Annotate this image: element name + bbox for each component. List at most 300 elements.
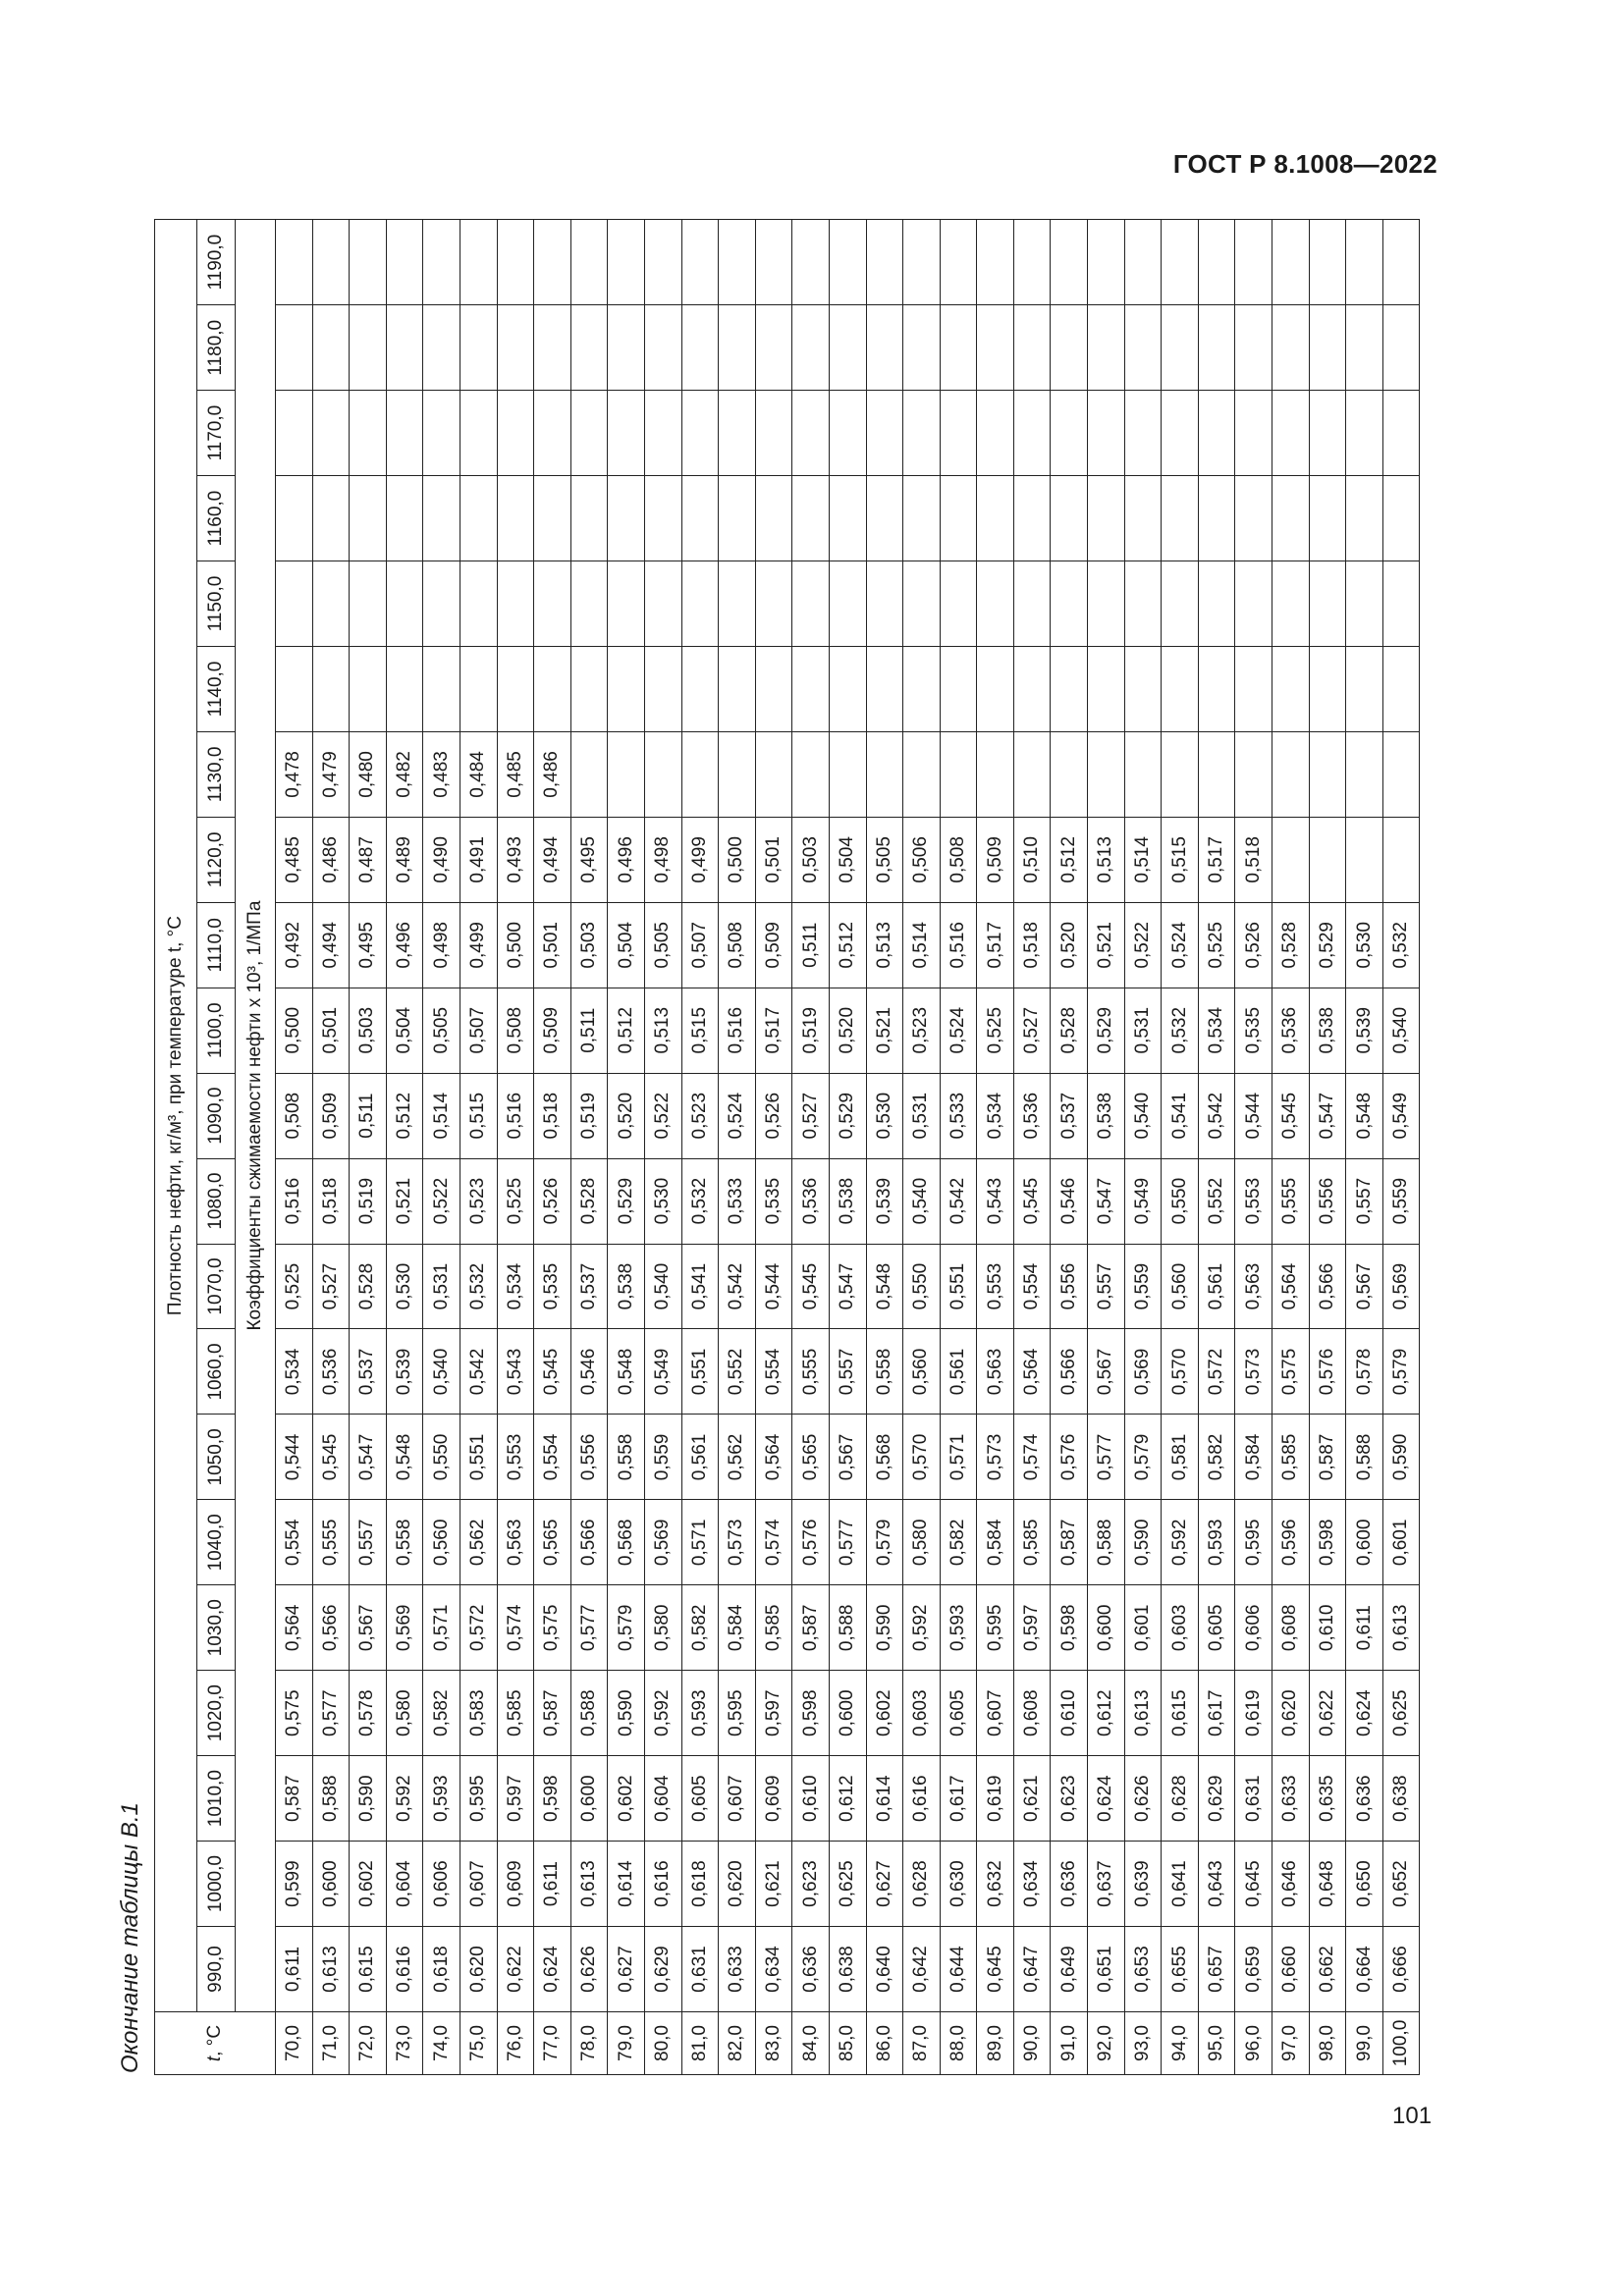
density-column-header: 1040,0	[197, 1500, 236, 1585]
coefficient-cell	[570, 561, 608, 647]
coefficient-cell	[1124, 305, 1162, 391]
table-row	[1198, 220, 1235, 2075]
coefficient-cell: 0,531	[1124, 988, 1162, 1073]
coefficient-cell: 0,619	[977, 1756, 1014, 1842]
coefficient-cell: 0,535	[1235, 988, 1272, 1073]
coefficient-cell: 0,627	[866, 1842, 903, 1927]
temperature-cell: 84,0	[792, 2012, 830, 2075]
coefficient-cell: 0,513	[644, 988, 681, 1073]
coefficient-cell: 0,564	[1013, 1329, 1051, 1415]
coefficient-cell	[534, 391, 571, 476]
coefficient-cell: 0,635	[1309, 1756, 1346, 1842]
coefficient-cell: 0,538	[1088, 1073, 1125, 1158]
coefficient-cell: 0,521	[386, 1158, 423, 1244]
coefficient-cell	[829, 391, 866, 476]
coefficient-cell: 0,542	[940, 1158, 977, 1244]
coefficient-cell	[1013, 391, 1051, 476]
coefficient-cell: 0,646	[1272, 1842, 1310, 1927]
coefficient-cell	[1013, 220, 1051, 305]
coefficient-cell: 0,513	[866, 902, 903, 988]
coefficient-cell	[755, 731, 792, 817]
coefficient-cell: 0,504	[386, 988, 423, 1073]
coefficient-cell	[940, 476, 977, 561]
temperature-cell: 87,0	[903, 2012, 941, 2075]
coefficient-cell	[1235, 731, 1272, 817]
coefficient-cell	[534, 305, 571, 391]
coefficient-cell: 0,532	[1162, 988, 1199, 1073]
coefficient-cell	[423, 220, 460, 305]
temperature-cell: 70,0	[276, 2012, 313, 2075]
coefficient-cell: 0,509	[534, 988, 571, 1073]
coefficient-cell: 0,622	[497, 1927, 534, 2012]
coefficient-cell: 0,603	[1162, 1585, 1199, 1671]
coefficient-cell	[608, 731, 645, 817]
coefficient-cell: 0,501	[534, 902, 571, 988]
coefficient-cell	[1088, 647, 1125, 732]
coefficient-cell: 0,647	[1013, 1927, 1051, 2012]
coefficient-cell: 0,588	[570, 1671, 608, 1756]
coefficient-cell	[977, 391, 1014, 476]
table-row	[1272, 220, 1310, 2075]
coefficient-cell: 0,530	[866, 1073, 903, 1158]
temperature-cell: 98,0	[1309, 2012, 1346, 2075]
coefficient-cell: 0,536	[1013, 1073, 1051, 1158]
coefficient-cell: 0,540	[1382, 988, 1420, 1073]
coefficient-cell: 0,566	[570, 1500, 608, 1585]
coefficient-cell: 0,577	[570, 1585, 608, 1671]
coefficient-cell	[350, 391, 387, 476]
coefficient-cell: 0,523	[460, 1158, 497, 1244]
density-column-header: 1020,0	[197, 1671, 236, 1756]
coefficient-cell: 0,579	[1124, 1415, 1162, 1500]
coefficient-cell	[755, 391, 792, 476]
coefficient-cell: 0,580	[644, 1585, 681, 1671]
coefficient-cell	[681, 731, 719, 817]
coefficient-cell: 0,613	[1124, 1671, 1162, 1756]
coefficient-cell	[1162, 647, 1199, 732]
coefficient-cell: 0,539	[1346, 988, 1383, 1073]
coefficient-cell: 0,549	[644, 1329, 681, 1415]
coefficient-cell: 0,540	[423, 1329, 460, 1415]
coefficient-cell: 0,501	[755, 817, 792, 902]
coefficient-cell: 0,495	[350, 902, 387, 988]
coefficient-cell	[1382, 391, 1420, 476]
table-row	[977, 220, 1014, 2075]
coefficient-cell	[681, 305, 719, 391]
temperature-cell: 72,0	[350, 2012, 387, 2075]
coefficient-cell: 0,607	[977, 1671, 1014, 1756]
coefficient-cell: 0,545	[312, 1415, 350, 1500]
temperature-cell: 77,0	[534, 2012, 571, 2075]
coefficient-cell: 0,578	[1346, 1329, 1383, 1415]
coefficient-cell: 0,611	[1346, 1585, 1383, 1671]
coefficient-cell: 0,585	[497, 1671, 534, 1756]
coefficient-cell: 0,489	[386, 817, 423, 902]
coefficient-cell: 0,584	[1235, 1415, 1272, 1500]
coefficient-cell	[1198, 391, 1235, 476]
page-number: 101	[1392, 2103, 1433, 2129]
density-column-header: 1010,0	[197, 1756, 236, 1842]
coefficient-cell: 0,620	[1272, 1671, 1310, 1756]
coefficient-cell	[903, 476, 941, 561]
coefficient-cell: 0,593	[940, 1585, 977, 1671]
coefficient-cell: 0,636	[1051, 1842, 1088, 1927]
coefficient-cell: 0,526	[1235, 902, 1272, 988]
coefficient-cell: 0,538	[608, 1244, 645, 1329]
coefficient-cell	[1162, 476, 1199, 561]
coefficient-cell: 0,537	[1051, 1073, 1088, 1158]
coefficient-cell: 0,548	[1346, 1073, 1383, 1158]
coefficient-cell: 0,567	[829, 1415, 866, 1500]
coefficient-cell: 0,571	[423, 1585, 460, 1671]
coefficient-cell: 0,491	[460, 817, 497, 902]
coefficient-cell: 0,508	[719, 902, 756, 988]
coefficient-cell: 0,590	[350, 1756, 387, 1842]
coefficient-cell: 0,554	[534, 1415, 571, 1500]
coefficient-cell	[276, 561, 313, 647]
coefficient-cell: 0,626	[1124, 1756, 1162, 1842]
coefficient-cell	[866, 391, 903, 476]
coefficient-cell: 0,644	[940, 1927, 977, 2012]
coefficient-cell: 0,624	[534, 1927, 571, 2012]
coefficient-cell	[1051, 391, 1088, 476]
temperature-cell: 75,0	[460, 2012, 497, 2075]
coefficient-cell: 0,573	[977, 1415, 1014, 1500]
coefficient-cell: 0,520	[1051, 902, 1088, 988]
coefficient-cell	[1346, 561, 1383, 647]
coefficient-cell	[1088, 305, 1125, 391]
coefficient-cell: 0,518	[1013, 902, 1051, 988]
coefficient-cell: 0,625	[1382, 1671, 1420, 1756]
density-column-header: 1140,0	[197, 647, 236, 732]
coefficient-cell	[903, 391, 941, 476]
temperature-cell: 89,0	[977, 2012, 1014, 2075]
coefficient-cell	[497, 391, 534, 476]
table-row	[1162, 220, 1199, 2075]
coefficient-cell	[1272, 817, 1310, 902]
coefficient-cell: 0,595	[1235, 1500, 1272, 1585]
coefficient-cell	[460, 391, 497, 476]
coefficient-cell: 0,527	[312, 1244, 350, 1329]
coefficient-cell: 0,590	[1124, 1500, 1162, 1585]
coefficient-cell: 0,558	[608, 1415, 645, 1500]
coefficient-cell	[276, 391, 313, 476]
coefficient-cell: 0,557	[1088, 1244, 1125, 1329]
coefficient-cell: 0,645	[1235, 1842, 1272, 1927]
coefficient-cell: 0,529	[1088, 988, 1125, 1073]
coefficient-cell: 0,501	[312, 988, 350, 1073]
coefficient-cell: 0,527	[1013, 988, 1051, 1073]
coefficient-cell: 0,545	[534, 1329, 571, 1415]
coefficient-cell	[644, 305, 681, 391]
coefficient-cell: 0,602	[350, 1842, 387, 1927]
coefficient-cell: 0,504	[608, 902, 645, 988]
coefficient-cell: 0,508	[497, 988, 534, 1073]
coefficient-cell: 0,597	[755, 1671, 792, 1756]
table-row	[719, 220, 756, 2075]
coefficient-cell: 0,553	[1235, 1158, 1272, 1244]
temperature-cell: 82,0	[719, 2012, 756, 2075]
table-row	[1051, 220, 1088, 2075]
coefficient-cell: 0,562	[460, 1500, 497, 1585]
coefficient-cell: 0,539	[386, 1329, 423, 1415]
coefficient-cell: 0,520	[608, 1073, 645, 1158]
coefficient-cell: 0,551	[681, 1329, 719, 1415]
coefficient-cell: 0,628	[1162, 1756, 1199, 1842]
coefficient-cell: 0,517	[977, 902, 1014, 988]
coefficient-cell	[681, 647, 719, 732]
coefficient-cell: 0,495	[570, 817, 608, 902]
coefficient-cell: 0,616	[644, 1842, 681, 1927]
temperature-cell: 93,0	[1124, 2012, 1162, 2075]
coefficient-cell: 0,607	[460, 1842, 497, 1927]
coefficient-cell: 0,540	[1124, 1073, 1162, 1158]
coefficient-cell	[1309, 561, 1346, 647]
coefficient-cell	[681, 476, 719, 561]
coefficient-cell: 0,550	[423, 1415, 460, 1500]
coefficient-cell	[570, 731, 608, 817]
coefficient-cell: 0,566	[312, 1585, 350, 1671]
temperature-var: t	[204, 2056, 225, 2062]
coefficient-cell	[719, 391, 756, 476]
coefficient-cell	[1162, 305, 1199, 391]
coefficient-cell: 0,615	[1162, 1671, 1199, 1756]
coefficient-cell: 0,542	[460, 1329, 497, 1415]
coefficient-cell: 0,500	[276, 988, 313, 1073]
coefficient-cell	[1198, 647, 1235, 732]
coefficient-cell	[977, 220, 1014, 305]
coefficient-cell	[681, 561, 719, 647]
coefficient-cell	[977, 305, 1014, 391]
coefficient-cell: 0,569	[1124, 1329, 1162, 1415]
coefficient-cell: 0,610	[1309, 1585, 1346, 1671]
coefficient-cell: 0,580	[386, 1671, 423, 1756]
coefficient-cell: 0,552	[719, 1329, 756, 1415]
coefficient-cell: 0,613	[570, 1842, 608, 1927]
coefficient-cell	[829, 731, 866, 817]
coefficient-cell: 0,638	[1382, 1756, 1420, 1842]
coefficient-cell: 0,613	[312, 1927, 350, 2012]
temperature-cell: 95,0	[1198, 2012, 1235, 2075]
coefficient-cell: 0,570	[903, 1415, 941, 1500]
coefficient-cell: 0,636	[792, 1927, 830, 2012]
coefficient-cell	[755, 220, 792, 305]
coefficient-cell	[423, 561, 460, 647]
coefficient-cell: 0,607	[719, 1756, 756, 1842]
temperature-cell: 71,0	[312, 2012, 350, 2075]
coefficient-cell: 0,551	[460, 1415, 497, 1500]
coefficient-cell: 0,593	[423, 1756, 460, 1842]
coefficient-cell: 0,486	[312, 817, 350, 902]
coefficient-cell	[829, 476, 866, 561]
temperature-unit: , °С	[204, 2024, 225, 2056]
coefficient-cell: 0,560	[423, 1500, 460, 1585]
coefficient-cell	[792, 647, 830, 732]
coefficient-cell	[608, 647, 645, 732]
coefficient-cell: 0,604	[644, 1756, 681, 1842]
coefficient-cell: 0,564	[276, 1585, 313, 1671]
coefficient-cell: 0,522	[644, 1073, 681, 1158]
coefficient-cell: 0,608	[1272, 1585, 1310, 1671]
coefficient-cell	[1088, 561, 1125, 647]
coefficient-cell: 0,559	[1382, 1158, 1420, 1244]
coefficient-cell	[1382, 731, 1420, 817]
coefficient-cell: 0,515	[1162, 817, 1199, 902]
coefficient-cell: 0,554	[755, 1329, 792, 1415]
coefficient-cell: 0,521	[1088, 902, 1125, 988]
coefficient-cell	[1272, 476, 1310, 561]
coefficient-cell: 0,513	[1088, 817, 1125, 902]
coefficient-cell	[312, 561, 350, 647]
temperature-cell: 96,0	[1235, 2012, 1272, 2075]
coefficient-cell: 0,592	[1162, 1500, 1199, 1585]
coefficient-cell: 0,524	[1162, 902, 1199, 988]
coefficient-cell: 0,514	[903, 902, 941, 988]
coefficient-cell: 0,496	[386, 902, 423, 988]
coefficient-cell: 0,487	[350, 817, 387, 902]
coefficient-cell: 0,564	[755, 1415, 792, 1500]
coefficient-cell: 0,520	[829, 988, 866, 1073]
temperature-cell: 99,0	[1346, 2012, 1383, 2075]
coefficient-cell	[1309, 476, 1346, 561]
coefficient-cell: 0,655	[1162, 1927, 1199, 2012]
coefficient-cell	[1346, 817, 1383, 902]
coefficient-cell	[497, 476, 534, 561]
coefficient-cell	[534, 561, 571, 647]
coefficient-cell: 0,561	[940, 1329, 977, 1415]
coefficient-cell: 0,557	[1346, 1158, 1383, 1244]
coefficient-cell	[977, 476, 1014, 561]
coefficient-cell: 0,605	[1198, 1585, 1235, 1671]
coefficient-cell: 0,592	[386, 1756, 423, 1842]
coefficient-cell: 0,503	[570, 902, 608, 988]
density-column-header: 1070,0	[197, 1244, 236, 1329]
coefficient-cell	[460, 561, 497, 647]
coefficient-cell	[977, 647, 1014, 732]
coefficient-cell	[497, 220, 534, 305]
coefficient-cell	[1382, 305, 1420, 391]
coefficient-cell: 0,526	[755, 1073, 792, 1158]
coefficient-cell: 0,577	[829, 1500, 866, 1585]
coefficient-cell: 0,641	[1162, 1842, 1199, 1927]
coefficient-cell: 0,549	[1382, 1073, 1420, 1158]
coefficient-cell	[792, 220, 830, 305]
coefficient-cell	[977, 731, 1014, 817]
coefficient-cell: 0,563	[1235, 1244, 1272, 1329]
coefficient-cell	[423, 476, 460, 561]
coefficient-cell: 0,508	[940, 817, 977, 902]
coefficient-cell: 0,512	[1051, 817, 1088, 902]
coefficient-cell: 0,484	[460, 731, 497, 817]
coefficient-cell	[1124, 731, 1162, 817]
coefficient-cell: 0,531	[903, 1073, 941, 1158]
coefficient-cell	[1382, 561, 1420, 647]
coefficient-cell: 0,545	[792, 1244, 830, 1329]
coefficient-cell	[903, 561, 941, 647]
coefficient-cell: 0,634	[755, 1927, 792, 2012]
coefficient-cell	[866, 561, 903, 647]
coefficient-cell: 0,518	[312, 1158, 350, 1244]
coefficient-cell: 0,622	[1309, 1671, 1346, 1756]
coefficient-cell: 0,608	[1013, 1671, 1051, 1756]
coefficient-cell: 0,542	[719, 1244, 756, 1329]
coefficient-cell: 0,516	[276, 1158, 313, 1244]
coefficient-cell	[276, 476, 313, 561]
coefficient-cell: 0,512	[608, 988, 645, 1073]
coefficient-cell: 0,493	[497, 817, 534, 902]
coefficient-cell: 0,515	[460, 1073, 497, 1158]
coefficient-cell: 0,639	[1124, 1842, 1162, 1927]
coefficient-cell: 0,575	[1272, 1329, 1310, 1415]
coefficient-cell: 0,662	[1309, 1927, 1346, 2012]
coefficient-cell	[1198, 305, 1235, 391]
coefficient-cell: 0,511	[570, 988, 608, 1073]
coefficient-cell	[866, 476, 903, 561]
table-row	[570, 220, 608, 2075]
coefficient-cell: 0,519	[350, 1158, 387, 1244]
coefficient-cell: 0,563	[977, 1329, 1014, 1415]
coefficient-cell: 0,609	[497, 1842, 534, 1927]
temperature-cell: 85,0	[829, 2012, 866, 2075]
coefficient-cell: 0,600	[1346, 1500, 1383, 1585]
coefficient-cell: 0,516	[719, 988, 756, 1073]
coefficient-cell: 0,583	[460, 1671, 497, 1756]
coefficient-cell	[1309, 391, 1346, 476]
coefficient-cell	[1124, 476, 1162, 561]
coefficient-cell	[276, 305, 313, 391]
coefficient-cell	[1346, 476, 1383, 561]
temperature-cell: 94,0	[1162, 2012, 1199, 2075]
coefficient-cell: 0,525	[977, 988, 1014, 1073]
coefficient-cell: 0,553	[977, 1244, 1014, 1329]
coefficient-cell	[386, 476, 423, 561]
coefficient-cell	[1309, 731, 1346, 817]
coefficient-cell: 0,545	[1013, 1158, 1051, 1244]
coefficient-cell: 0,664	[1346, 1927, 1383, 2012]
coefficient-cell	[1162, 731, 1199, 817]
temperature-cell: 79,0	[608, 2012, 645, 2075]
temperature-cell: 90,0	[1013, 2012, 1051, 2075]
coefficient-cell	[497, 647, 534, 732]
coefficient-cell: 0,616	[903, 1756, 941, 1842]
coefficient-cell: 0,519	[570, 1073, 608, 1158]
coefficient-cell: 0,534	[1198, 988, 1235, 1073]
coefficient-cell: 0,528	[570, 1158, 608, 1244]
coefficient-cell: 0,590	[1382, 1415, 1420, 1500]
coefficient-cell: 0,505	[866, 817, 903, 902]
table-row	[497, 220, 534, 2075]
coefficient-cell	[386, 305, 423, 391]
coefficient-cell: 0,587	[276, 1756, 313, 1842]
coefficient-cell: 0,588	[312, 1756, 350, 1842]
table-row	[829, 220, 866, 2075]
coefficient-cell: 0,510	[1013, 817, 1051, 902]
coefficient-cell: 0,506	[903, 817, 941, 902]
density-column-header: 1120,0	[197, 817, 236, 902]
coefficient-cell: 0,582	[423, 1671, 460, 1756]
coefficient-cell: 0,659	[1235, 1927, 1272, 2012]
coefficient-cell	[460, 220, 497, 305]
coefficient-cell: 0,524	[719, 1073, 756, 1158]
coefficient-cell: 0,590	[608, 1671, 645, 1756]
coefficient-cell: 0,547	[1088, 1158, 1125, 1244]
density-column-header: 1080,0	[197, 1158, 236, 1244]
coefficient-cell	[460, 476, 497, 561]
coefficient-cell	[534, 647, 571, 732]
coefficient-cell	[570, 476, 608, 561]
coefficient-cell	[719, 561, 756, 647]
coefficient-cell: 0,585	[755, 1585, 792, 1671]
